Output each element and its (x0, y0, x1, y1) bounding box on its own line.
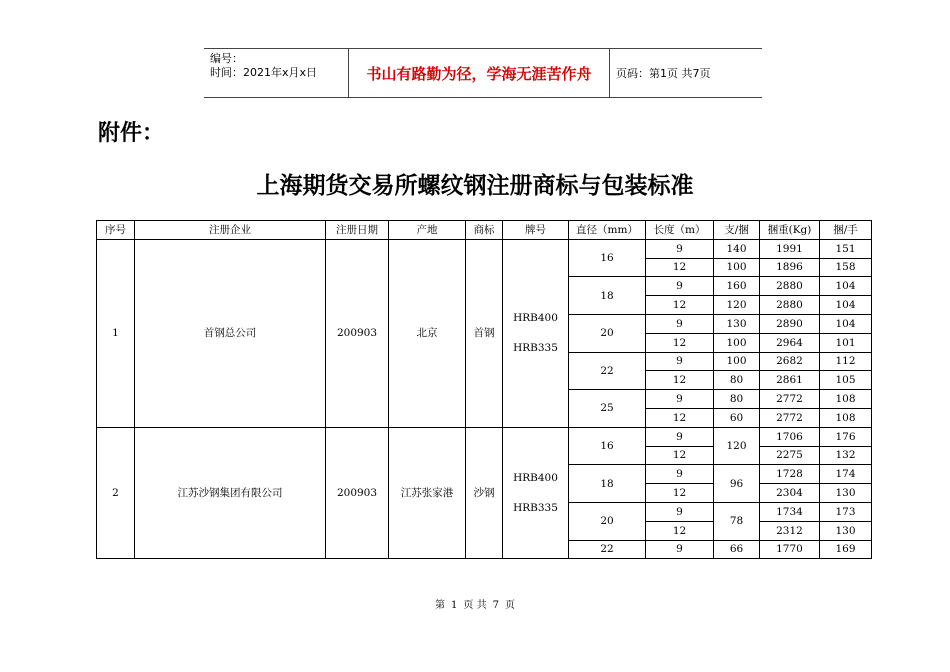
bundle-weight: 2890 (760, 314, 820, 333)
table-row (97, 239, 872, 258)
diameter: 16 (569, 239, 646, 277)
length: 9 (646, 277, 714, 296)
footer-total-pages: 7 (492, 600, 499, 611)
trademark: 首钢 (466, 239, 503, 427)
bundles-per-lot: 173 (820, 502, 872, 521)
bundles-per-lot: 105 (820, 371, 872, 390)
diameter: 16 (569, 427, 646, 465)
bundles-per-lot: 104 (820, 296, 872, 315)
column-header: 注册日期 (326, 221, 389, 240)
bundles-per-lot: 158 (820, 258, 872, 277)
pieces-per-bundle: 100 (714, 352, 760, 371)
trademark: 沙钢 (466, 427, 503, 559)
code-label: 编号： (210, 52, 243, 65)
length: 9 (646, 427, 714, 446)
grade: HRB335 (513, 342, 558, 355)
attachment-label: 附件： (98, 120, 165, 146)
column-header: 长度（m） (646, 221, 714, 240)
pieces-per-bundle: 160 (714, 277, 760, 296)
bundles-per-lot: 108 (820, 390, 872, 409)
length: 9 (646, 465, 714, 484)
table-body (97, 221, 872, 559)
pieces-per-bundle: 80 (714, 390, 760, 409)
grade-list (503, 239, 569, 427)
column-header: 捆重(Kg) (760, 221, 820, 240)
pieces-per-bundle: 120 (714, 296, 760, 315)
bundles-per-lot: 169 (820, 540, 872, 559)
diameter: 18 (569, 465, 646, 503)
bundles-per-lot: 174 (820, 465, 872, 484)
pieces-per-bundle: 96 (714, 465, 760, 503)
footer-prefix: 第 (435, 600, 446, 611)
length: 12 (646, 446, 714, 465)
length: 9 (646, 239, 714, 258)
column-header: 序号 (97, 221, 135, 240)
grade: HRB335 (513, 502, 558, 515)
column-header: 牌号 (503, 221, 569, 240)
table-row (97, 427, 872, 446)
bundles-per-lot: 104 (820, 277, 872, 296)
diameter: 22 (569, 352, 646, 390)
pieces-per-bundle: 66 (714, 540, 760, 559)
diameter: 20 (569, 314, 646, 352)
length: 12 (646, 258, 714, 277)
length: 12 (646, 408, 714, 427)
bundle-weight: 2880 (760, 277, 820, 296)
length: 12 (646, 521, 714, 540)
bundles-per-lot: 130 (820, 484, 872, 503)
registration-date: 200903 (326, 427, 389, 559)
pieces-per-bundle: 60 (714, 408, 760, 427)
bundle-weight: 2772 (760, 408, 820, 427)
column-header: 产地 (389, 221, 466, 240)
header-page-label: 页码：第1页 共7页 (616, 67, 711, 80)
footer-mid: 页 共 (463, 600, 487, 611)
column-header: 注册企业 (135, 221, 326, 240)
column-header: 直径（mm） (569, 221, 646, 240)
header-info-cell (204, 49, 348, 97)
bundle-weight: 1770 (760, 540, 820, 559)
company-name: 首钢总公司 (135, 239, 326, 427)
pieces-per-bundle: 120 (714, 427, 760, 465)
page-footer (0, 596, 950, 611)
diameter: 18 (569, 277, 646, 315)
diameter: 25 (569, 390, 646, 428)
bundle-weight: 2880 (760, 296, 820, 315)
trademark-packaging-table (96, 220, 872, 559)
grade: HRB400 (513, 312, 558, 325)
bundle-weight: 2275 (760, 446, 820, 465)
table-header-row (97, 221, 872, 240)
origin: 江苏张家港 (389, 427, 466, 559)
pieces-per-bundle: 80 (714, 371, 760, 390)
length: 9 (646, 502, 714, 521)
grade-list (503, 427, 569, 559)
diameter: 20 (569, 502, 646, 540)
bundle-weight: 2861 (760, 371, 820, 390)
company-index: 1 (97, 239, 135, 427)
pieces-per-bundle: 78 (714, 502, 760, 540)
registration-date: 200903 (326, 239, 389, 427)
column-header: 捆/手 (820, 221, 872, 240)
pieces-per-bundle: 140 (714, 239, 760, 258)
length: 9 (646, 352, 714, 371)
length: 9 (646, 390, 714, 409)
pieces-per-bundle: 100 (714, 258, 760, 277)
column-header: 支/捆 (714, 221, 760, 240)
bundle-weight: 1734 (760, 502, 820, 521)
company-name: 江苏沙钢集团有限公司 (135, 427, 326, 559)
footer-suffix: 页 (504, 600, 515, 611)
pieces-per-bundle: 100 (714, 333, 760, 352)
bundles-per-lot: 132 (820, 446, 872, 465)
bundle-weight: 1728 (760, 465, 820, 484)
bundles-per-lot: 176 (820, 427, 872, 446)
bundles-per-lot: 151 (820, 239, 872, 258)
footer-page-number: 1 (451, 600, 458, 611)
diameter: 22 (569, 540, 646, 559)
bundles-per-lot: 101 (820, 333, 872, 352)
bundle-weight: 2312 (760, 521, 820, 540)
bundle-weight: 1991 (760, 239, 820, 258)
length: 12 (646, 296, 714, 315)
company-index: 2 (97, 427, 135, 559)
length: 9 (646, 540, 714, 559)
length: 9 (646, 314, 714, 333)
document-title: 上海期货交易所螺纹钢注册商标与包装标准 (256, 172, 694, 199)
bundle-weight: 2772 (760, 390, 820, 409)
bundles-per-lot: 104 (820, 314, 872, 333)
length: 12 (646, 371, 714, 390)
date-label: 时间：2021年x月x日 (210, 66, 318, 79)
bundle-weight: 2682 (760, 352, 820, 371)
grade: HRB400 (513, 472, 558, 485)
bundles-per-lot: 130 (820, 521, 872, 540)
length: 12 (646, 484, 714, 503)
bundles-per-lot: 108 (820, 408, 872, 427)
column-header: 商标 (466, 221, 503, 240)
document-header (204, 48, 762, 98)
bundles-per-lot: 112 (820, 352, 872, 371)
pieces-per-bundle: 130 (714, 314, 760, 333)
bundle-weight: 1896 (760, 258, 820, 277)
bundle-weight: 2304 (760, 484, 820, 503)
bundle-weight: 2964 (760, 333, 820, 352)
header-motto: 书山有路勤为径，学海无涯苦作舟 (348, 49, 610, 97)
bundle-weight: 1706 (760, 427, 820, 446)
length: 12 (646, 333, 714, 352)
origin: 北京 (389, 239, 466, 427)
